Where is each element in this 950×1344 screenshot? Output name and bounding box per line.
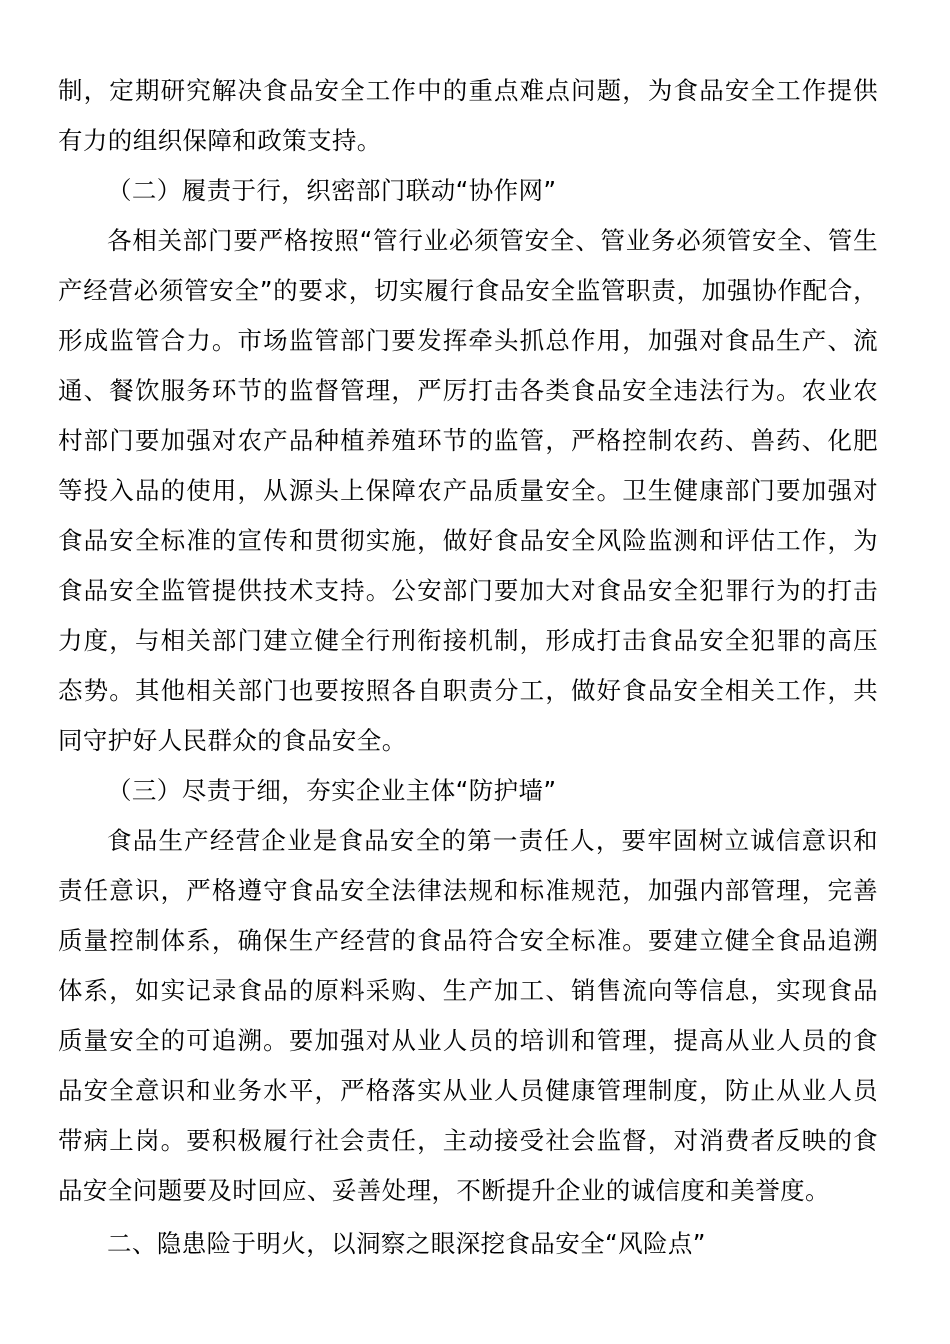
subsection-body-2: 各相关部门要严格按照“管行业必须管安全、管业务必须管安全、管生产经营必须管安全”的要求，切实履行食品安全监管职责，加强协作配合，形成监管合力。市场监管部门要发挥牵头抓总作用，加强对食品生产、流通、餐饮服务环节的监督管理，严厉打击各类食品安全违法行为。农业农村部门要加强对农产品种植养殖环节的监管，严格控制农药、兽药、化肥等投入品的使用，从源头上保障农产品质量安全。卫生健康部门要加强对食品安全标准的宣传和贯彻实施，做好食品安全风险监测和评估工作，为食品安全监管提供技术支持。公安部门要加大对食品安全犯罪行为的打击力度，与相关部门建立健全行刑衔接机制，形成打击食品安全犯罪的高压态势。其他相关部门也要按照各自职责分工，做好食品安全相关工作，共同守护好人民群众的食品安全。	[58, 226, 878, 755]
subsection-heading-2: （二）履责于行，织密部门联动“协作网”	[107, 176, 557, 205]
subsection-body-3: 食品生产经营企业是食品安全的第一责任人，要牢固树立诚信意识和责任意识，严格遵守食品安全法律法规和标准规范，加强内部管理，完善质量控制体系，确保生产经营的食品符合安全标准。要建立健全食品追溯体系，如实记录食品的原料采购、生产加工、销售流向等信息，实现食品质量安全的可追溯。要加强对从业人员的培训和管理，提高从业人员的食品安全意识和业务水平，严格落实从业人员健康管理制度，防止从业人员带病上岗。要积极履行社会责任，主动接受社会监督，对消费者反映的食品安全问题要及时回应、妥善处理，不断提升企业的诚信度和美誉度。	[58, 826, 878, 1205]
document-page	[58, 66, 878, 1269]
section-title-2: 二、隐患险于明火，以洞察之眼深挖食品安全“风险点”	[107, 1229, 706, 1258]
continuation-paragraph: 制，定期研究解决食品安全工作中的重点难点问题，为食品安全工作提供有力的组织保障和政策支持。	[58, 76, 878, 155]
subsection-heading-3: （三）尽责于细，夯实企业主体“防护墙”	[107, 776, 557, 805]
